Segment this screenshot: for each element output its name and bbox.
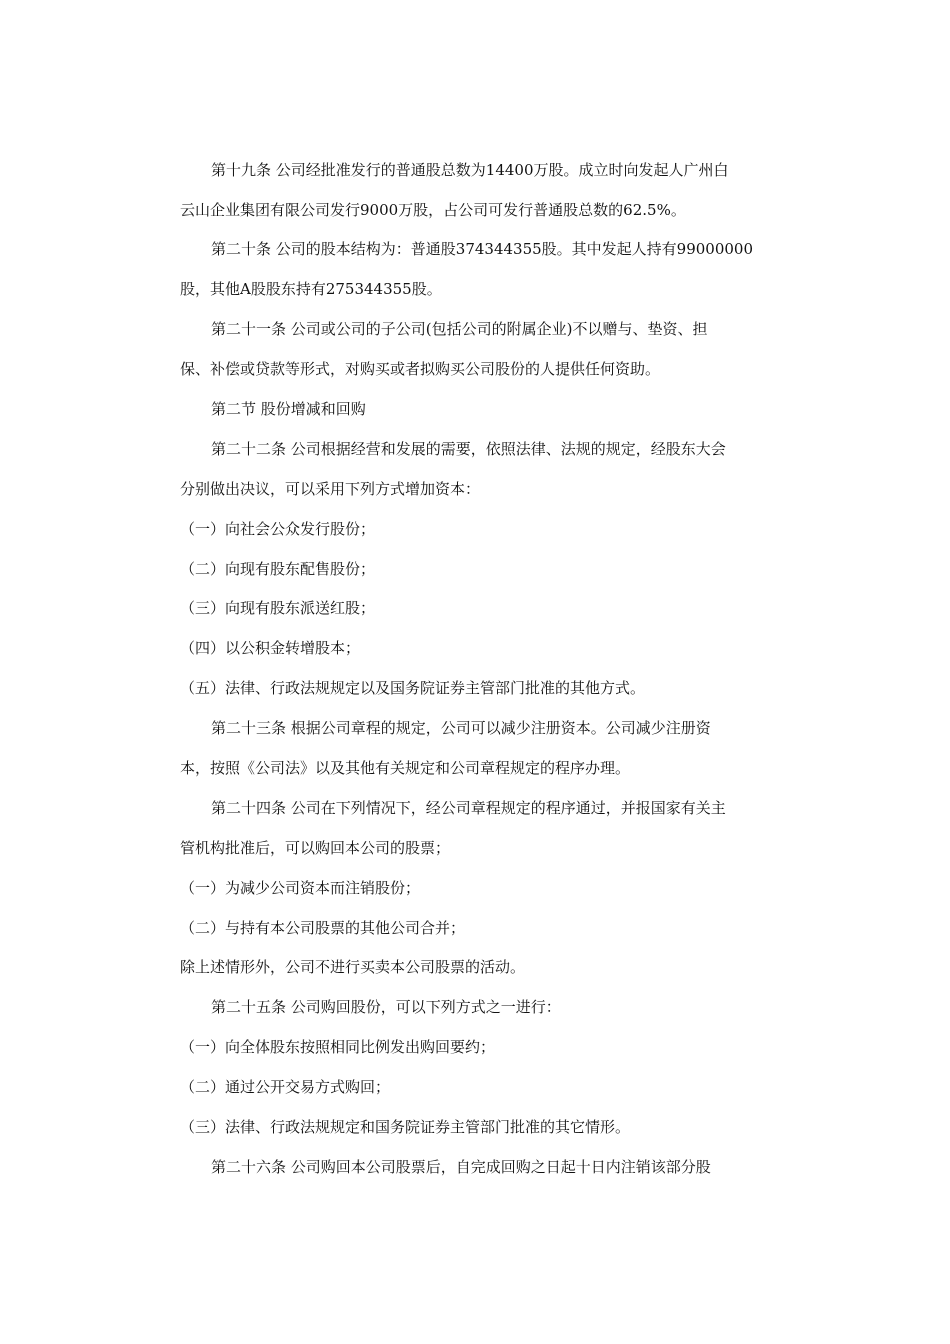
article-26-line-1: 第二十六条 公司购回本公司股票后，自完成回购之日起十日内注销该部分股 bbox=[211, 1158, 711, 1176]
section-heading: 第二节 股份增减和回购 bbox=[211, 400, 366, 418]
article-21-line-2: 保、补偿或贷款等形式，对购买或者拟购买公司股份的人提供任何资助。 bbox=[180, 360, 661, 378]
article-19-line-2: 云山企业集团有限公司发行9000万股，占公司可发行普通股总数的62.5%。 bbox=[180, 201, 686, 219]
article-24-line-2: 管机构批准后，可以购回本公司的股票； bbox=[180, 839, 451, 857]
article-22-line-2: 分别做出决议，可以采用下列方式增加资本： bbox=[180, 480, 481, 498]
article-21-line-1: 第二十一条 公司或公司的子公司(包括公司的附属企业)不以赠与、垫资、担 bbox=[211, 320, 708, 338]
article-19-line-1: 第十九条 公司经批准发行的普通股总数为14400万股。成立时向发起人广州白 bbox=[211, 161, 729, 179]
article-24-line-1: 第二十四条 公司在下列情况下，经公司章程规定的程序通过，并报国家有关主 bbox=[211, 799, 726, 817]
list-item: （三）法律、行政法规规定和国务院证券主管部门批准的其它情形。 bbox=[180, 1118, 631, 1136]
list-item: （一）向全体股东按照相同比例发出购回要约； bbox=[180, 1038, 496, 1056]
article-24-closing: 除上述情形外，公司不进行买卖本公司股票的活动。 bbox=[180, 958, 526, 976]
article-22-line-1: 第二十二条 公司根据经营和发展的需要，依照法律、法规的规定，经股东大会 bbox=[211, 440, 726, 458]
article-25-line-1: 第二十五条 公司购回股份，可以下列方式之一进行： bbox=[211, 998, 561, 1016]
list-item: （四）以公积金转增股本； bbox=[180, 639, 361, 657]
list-item: （二）与持有本公司股票的其他公司合并； bbox=[180, 919, 466, 937]
article-20-line-2: 股，其他A股股东持有275344355股。 bbox=[180, 280, 442, 298]
article-23-line-1: 第二十三条 根据公司章程的规定，公司可以减少注册资本。公司减少注册资 bbox=[211, 719, 711, 737]
list-item: （二）通过公开交易方式购回； bbox=[180, 1078, 391, 1096]
list-item: （二）向现有股东配售股份； bbox=[180, 560, 376, 578]
article-23-line-2: 本，按照《公司法》以及其他有关规定和公司章程规定的程序办理。 bbox=[180, 759, 631, 777]
list-item: （三）向现有股东派送红股； bbox=[180, 599, 376, 617]
list-item: （五）法律、行政法规规定以及国务院证券主管部门批准的其他方式。 bbox=[180, 679, 646, 697]
list-item: （一）向社会公众发行股份； bbox=[180, 520, 376, 538]
article-20-line-1: 第二十条 公司的股本结构为：普通股374344355股。其中发起人持有99000000 bbox=[211, 240, 754, 258]
list-item: （一）为减少公司资本而注销股份； bbox=[180, 879, 421, 897]
